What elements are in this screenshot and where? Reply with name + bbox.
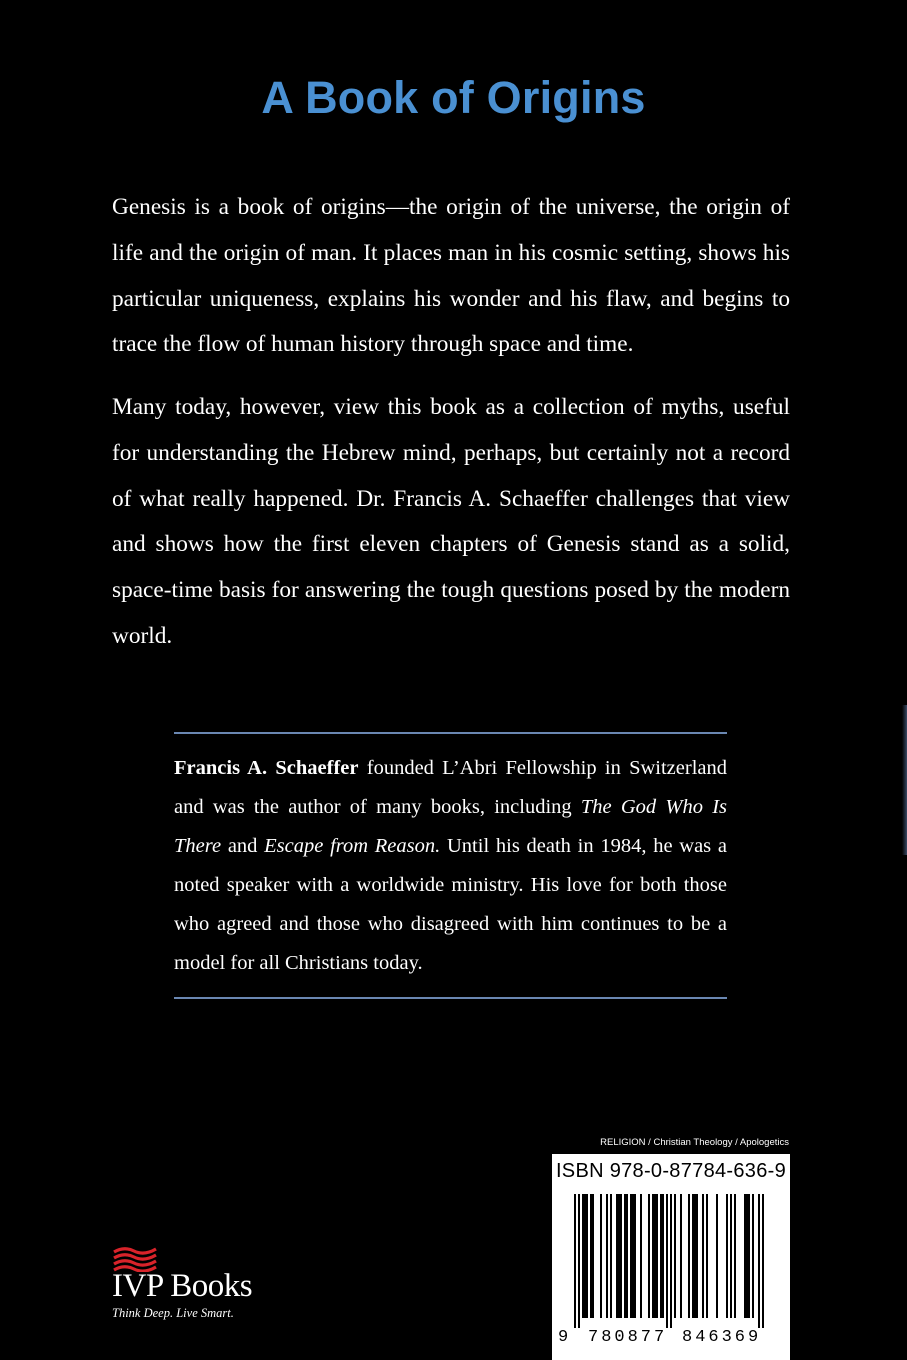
barcode-bar (600, 1194, 602, 1318)
barcode-bar (652, 1194, 654, 1318)
barcode-bar (692, 1194, 694, 1318)
barcode-bar (674, 1194, 676, 1318)
bio-text-1: founded L’Abri Fellowship in Switzerland and was the author of many books, including (174, 757, 728, 818)
barcode-digit-group-1: 780877 (588, 1328, 668, 1347)
barcode-bar (648, 1194, 650, 1318)
bio-bottom-divider (174, 997, 727, 999)
barcode-digit-group-2: 846369 (682, 1328, 762, 1347)
barcode-lead-digit: 9 (558, 1328, 569, 1347)
barcode-bar (654, 1194, 656, 1318)
barcode-bar (574, 1194, 576, 1328)
barcode-bar (726, 1194, 728, 1318)
barcode-bar (688, 1194, 690, 1318)
barcode-bar (610, 1194, 612, 1318)
barcode-bar (730, 1194, 732, 1318)
barcode-bar (606, 1194, 608, 1318)
barcode-bar (694, 1194, 696, 1318)
barcode-bar (706, 1194, 708, 1318)
author-name: Francis A. Schaeffer (174, 757, 359, 779)
barcode-bar (616, 1194, 618, 1318)
barcode-bars (566, 1194, 776, 1328)
barcode-bar (660, 1194, 662, 1318)
barcode-bar (632, 1194, 634, 1318)
barcode-bar (734, 1194, 736, 1318)
barcode-bar (578, 1194, 580, 1328)
author-bio (174, 749, 727, 983)
blurb-paragraph-2: Many today, however, view this book as a collection of myths, useful for understanding the Hebrew mind, perhaps, but certainly not a record of what really happened. Dr. Francis A. Schaeffer challenges that view and shows how the first eleven chapters of Genesis stand as a solid, space-time basis for answering the tough questions posed by the modern world. (112, 394, 790, 649)
barcode-bar (716, 1194, 718, 1318)
barcode-bar (744, 1194, 746, 1318)
barcode-bar (584, 1194, 586, 1318)
barcode-bar (624, 1194, 626, 1318)
barcode-bar (618, 1194, 620, 1318)
barcode-bar (666, 1194, 668, 1328)
barcode-bar (752, 1194, 754, 1318)
barcode-panel (552, 1154, 790, 1360)
barcode-bar (586, 1194, 588, 1318)
book-title-1: The God Who Is There (174, 796, 727, 857)
barcode-bar (640, 1194, 642, 1318)
subject-category: RELIGION / Christian Theology / Apologetics (600, 1137, 789, 1148)
barcode-bar (582, 1194, 584, 1318)
edge-shadow (902, 705, 907, 855)
bio-top-divider (174, 732, 727, 734)
barcode-bar (590, 1194, 592, 1318)
barcode-bar (626, 1194, 628, 1318)
publisher-name: IVP Books (112, 1268, 253, 1304)
barcode-bar (758, 1194, 760, 1328)
barcode-bar (696, 1194, 698, 1318)
publisher-tagline: Think Deep. Live Smart. (112, 1306, 234, 1320)
barcode-bar (634, 1194, 636, 1318)
isbn-label: ISBN 978-0-87784-636-9 (555, 1160, 787, 1182)
barcode-bar (662, 1194, 664, 1318)
barcode-bar (748, 1194, 750, 1318)
book-title: A Book of Origins (261, 72, 646, 123)
barcode-bar (670, 1194, 672, 1328)
book-title-2: Escape from Reason. (264, 835, 441, 857)
barcode-bar (702, 1194, 704, 1318)
barcode-bar (680, 1194, 682, 1318)
blurb-paragraph-1: Genesis is a book of origins—the origin of the universe, the origin of life and the origin of man. It places man in his cosmic setting, shows his particular uniqueness, explains his wonder and his flaw, and begins to trace the flow of human history through space and time. (112, 194, 790, 358)
barcode-bar (620, 1194, 622, 1318)
barcode-bar (630, 1194, 632, 1318)
barcode-bar (656, 1194, 658, 1318)
barcode-bar (592, 1194, 594, 1318)
barcode-bar (762, 1194, 764, 1328)
bio-text-3: Until his death in 1984, he was a noted speaker with a worldwide ministry. His love for both those who agreed and those who disagreed with him continues to be a model for all Christians today. (174, 835, 727, 974)
bio-text-2: and (221, 835, 265, 857)
barcode-bar (746, 1194, 748, 1318)
